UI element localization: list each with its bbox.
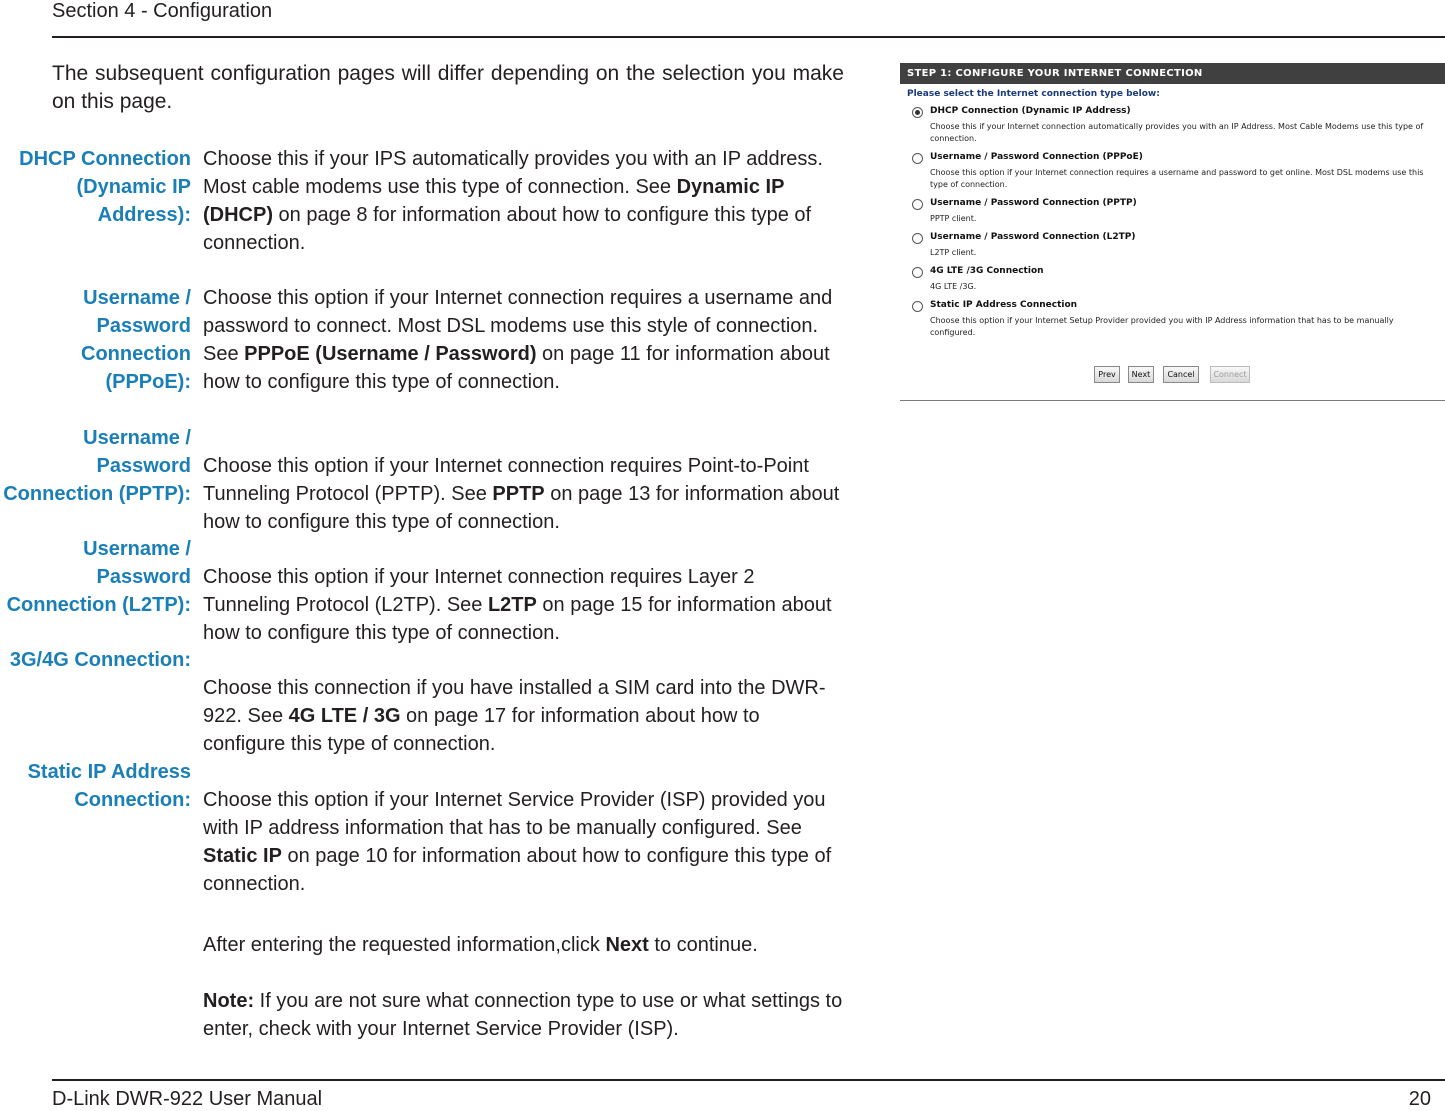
desc-text: Choose this option if your Internet connection requires Point-to-Point Tunneling Protocol (PPTP). See — [203, 455, 809, 505]
term-dhcp: DHCP Connection (Dynamic IP Address): — [19, 148, 191, 226]
option-label: Username / Password Connection (L2TP) — [930, 232, 1136, 242]
radio-icon[interactable] — [912, 233, 923, 244]
desc-pptp — [203, 452, 843, 536]
radio-selected-icon[interactable] — [912, 107, 923, 118]
desc-pppoe — [203, 284, 843, 396]
after-next: Next — [605, 934, 649, 956]
desc-text: on page 11 for information about how to configure this type of connection. — [203, 343, 830, 393]
radio-icon[interactable] — [912, 199, 923, 210]
footer-manual-title: D-Link DWR-922 User Manual — [52, 1088, 323, 1110]
desc-link: PPPoE (Username / Password) — [244, 343, 537, 365]
after-text: to continue. — [648, 934, 758, 956]
desc-text: on page 8 for information about how to configure this type of connection. — [203, 204, 812, 254]
option-desc: Choose this option if your Internet connection requires a username and password to get online. Most DSL modems use this type of connection. — [930, 168, 1424, 189]
panel-prompt: Please select the Internet connection type below: — [907, 89, 1160, 99]
option-label: Static IP Address Connection — [930, 300, 1078, 310]
radio-icon[interactable] — [912, 153, 923, 164]
note-label: Note: — [203, 990, 255, 1012]
option-desc: L2TP client. — [930, 248, 977, 257]
desc-3g4g — [203, 674, 843, 758]
desc-text: on page 13 for information about how to configure this type of connection. — [203, 483, 840, 533]
option-desc: Choose this option if your Internet Setup Provider provided you with IP Address information that has to be manually configured. — [930, 316, 1394, 337]
cancel-button[interactable]: Cancel — [1163, 366, 1199, 383]
note-text: If you are not sure what connection type to use or what settings to enter, check with your Internet Service Provider (ISP). — [203, 990, 843, 1040]
desc-text: Choose this connection if you have installed a SIM card into the DWR-922. See — [203, 677, 826, 727]
page-number: 20 — [1408, 1088, 1431, 1110]
bottom-rule — [52, 1079, 1445, 1081]
option-desc: 4G LTE /3G. — [930, 282, 977, 291]
after-instruction — [203, 931, 843, 959]
option-label: Username / Password Connection (PPPoE) — [930, 152, 1143, 162]
option-label: DHCP Connection (Dynamic IP Address) — [930, 106, 1131, 116]
desc-l2tp — [203, 563, 843, 647]
option-desc: PPTP client. — [930, 214, 977, 223]
term-static-ip: Static IP Address Connection: — [27, 761, 191, 811]
option-desc: Choose this if your Internet connection automatically provides you with an IP Address. Most Cable Modems use this type of connection. — [930, 122, 1424, 143]
connection-setup-screenshot — [900, 63, 1445, 401]
desc-link: Static IP — [203, 845, 282, 867]
desc-link: 4G LTE / 3G — [288, 705, 401, 727]
desc-link: Dynamic IP (DHCP) — [203, 176, 785, 226]
desc-text: on page 17 for information about how to configure this type of connection. — [203, 705, 760, 755]
desc-link: PPTP — [492, 483, 545, 505]
desc-text: Choose this if your IPS automatically provides you with an IP address. Most cable modems use this type of connection. See — [203, 148, 823, 198]
desc-text: Choose this option if your Internet connection requires a username and password to connect. Most DSL modems use this style of connection. See — [203, 287, 833, 365]
term-pppoe: Username / Password Connection (PPPoE): — [81, 287, 191, 393]
option-label: Username / Password Connection (PPTP) — [930, 198, 1137, 208]
intro-paragraph: The subsequent configuration pages will differ depending on the selection you make on this page. — [52, 62, 844, 113]
radio-icon[interactable] — [912, 301, 923, 312]
panel-header: STEP 1: CONFIGURE YOUR INTERNET CONNECTION — [900, 63, 1445, 84]
desc-text: on page 15 for information about how to configure this type of connection. — [203, 594, 832, 644]
desc-text: Choose this option if your Internet connection requires Layer 2 Tunneling Protocol (L2TP). See — [203, 566, 755, 616]
desc-dhcp — [203, 145, 843, 257]
section-title: Section 4 - Configuration — [52, 0, 273, 22]
desc-static-ip — [203, 786, 843, 898]
desc-text: on page 10 for information about how to configure this type of connection. — [203, 845, 832, 895]
radio-icon[interactable] — [912, 267, 923, 278]
desc-text: Choose this option if your Internet Service Provider (ISP) provided you with IP address information that has to be manually configured. See — [203, 789, 826, 839]
prev-button[interactable]: Prev — [1094, 366, 1120, 383]
note — [203, 987, 843, 1043]
term-pptp: Username / Password Connection (PPTP): — [3, 427, 191, 505]
desc-link: L2TP — [487, 594, 537, 616]
top-rule — [52, 36, 1445, 38]
term-l2tp: Username / Password Connection (L2TP): — [6, 538, 191, 616]
next-button[interactable]: Next — [1128, 366, 1154, 383]
term-3g4g: 3G/4G Connection: — [9, 649, 191, 671]
option-label: 4G LTE /3G Connection — [930, 266, 1044, 276]
after-text: After entering the requested information,click — [203, 934, 606, 956]
connect-button[interactable]: Connect — [1210, 366, 1250, 383]
